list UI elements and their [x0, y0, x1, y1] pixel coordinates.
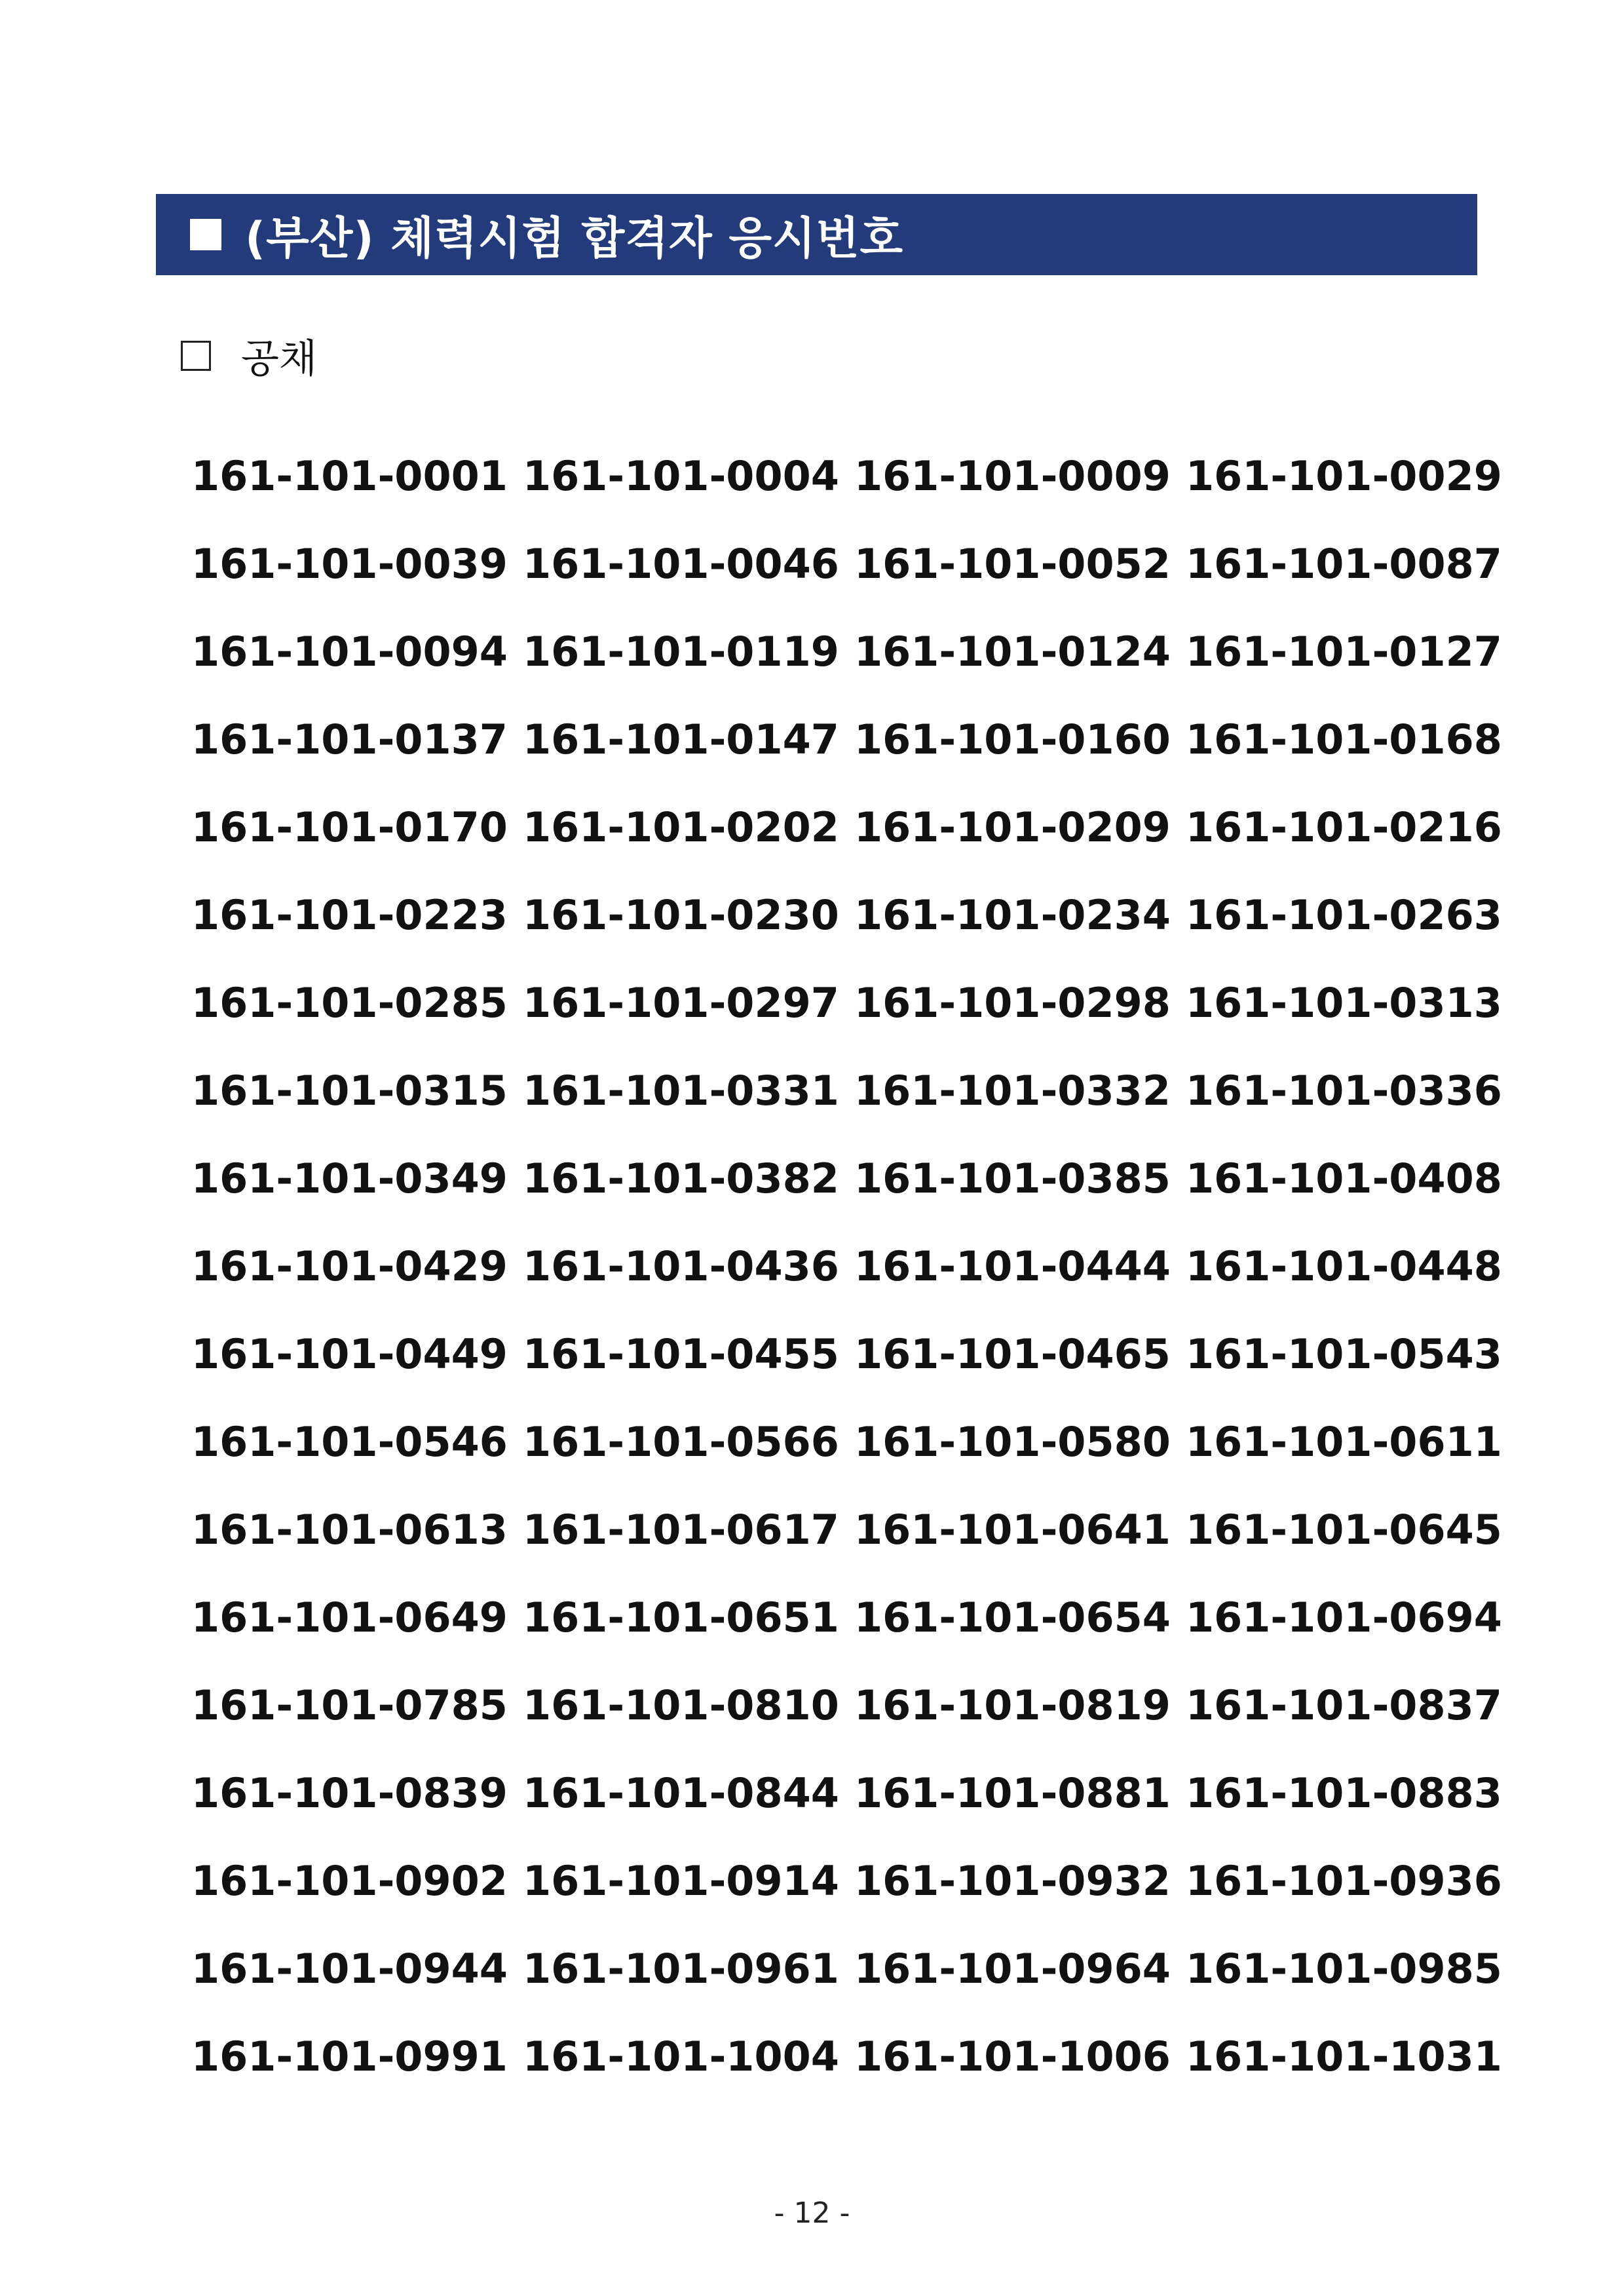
exam-number: 161-101-0819 [854, 1681, 1171, 1729]
exam-number: 161-101-0385 [854, 1155, 1171, 1202]
exam-number: 161-101-0094 [191, 628, 508, 676]
exam-number: 161-101-0039 [191, 540, 508, 588]
exam-number: 161-101-0932 [854, 1857, 1171, 1905]
exam-number: 161-101-0613 [191, 1506, 508, 1554]
exam-number: 161-101-0964 [854, 1945, 1171, 1993]
exam-number: 161-101-0009 [854, 452, 1171, 500]
exam-number: 161-101-0844 [523, 1769, 839, 1817]
exam-number: 161-101-0234 [854, 891, 1171, 939]
exam-number: 161-101-0216 [1186, 803, 1502, 851]
exam-number: 161-101-0230 [523, 891, 839, 939]
exam-number: 161-101-0580 [854, 1418, 1171, 1466]
exam-number: 161-101-0336 [1186, 1067, 1502, 1115]
section-heading [181, 326, 317, 385]
exam-number: 161-101-0170 [191, 803, 508, 851]
exam-number: 161-101-0029 [1186, 452, 1502, 500]
exam-number: 161-101-0046 [523, 540, 839, 588]
page-title: (부산) 체력시험 합격자 응시번호 [245, 212, 904, 265]
exam-number: 161-101-0641 [854, 1506, 1171, 1554]
exam-number: 161-101-0961 [523, 1945, 839, 1993]
exam-number: 161-101-0087 [1186, 540, 1502, 588]
exam-number: 161-101-0263 [1186, 891, 1502, 939]
exam-number: 161-101-0902 [191, 1857, 508, 1905]
exam-number: 161-101-0119 [523, 628, 839, 676]
exam-number: 161-101-0209 [854, 803, 1171, 851]
exam-number: 161-101-0448 [1186, 1242, 1502, 1290]
exam-number: 161-101-0449 [191, 1330, 508, 1378]
exam-number: 161-101-0883 [1186, 1769, 1502, 1817]
exam-number: 161-101-0936 [1186, 1857, 1502, 1905]
exam-number: 161-101-0617 [523, 1506, 839, 1554]
exam-number: 161-101-0651 [523, 1594, 839, 1641]
exam-number: 161-101-1031 [1186, 2033, 1502, 2080]
exam-number: 161-101-1004 [523, 2033, 839, 2080]
exam-number: 161-101-0408 [1186, 1155, 1502, 1202]
exam-number: 161-101-0137 [191, 716, 508, 763]
exam-number: 161-101-0839 [191, 1769, 508, 1817]
exam-number: 161-101-0124 [854, 628, 1171, 676]
exam-number: 161-101-0429 [191, 1242, 508, 1290]
exam-number: 161-101-0436 [523, 1242, 839, 1290]
exam-number: 161-101-0285 [191, 979, 508, 1027]
exam-number: 161-101-0546 [191, 1418, 508, 1466]
exam-number: 161-101-0349 [191, 1155, 508, 1202]
exam-number: 161-101-0382 [523, 1155, 839, 1202]
exam-number: 161-101-0004 [523, 452, 839, 500]
exam-number: 161-101-0298 [854, 979, 1171, 1027]
exam-number: 161-101-0160 [854, 716, 1171, 763]
exam-number: 161-101-0202 [523, 803, 839, 851]
page-number: - 12 - [774, 2196, 850, 2230]
exam-number: 161-101-0991 [191, 2033, 508, 2080]
exam-number: 161-101-0810 [523, 1681, 839, 1729]
exam-number: 161-101-0052 [854, 540, 1171, 588]
exam-number: 161-101-0332 [854, 1067, 1171, 1115]
exam-number: 161-101-0147 [523, 716, 839, 763]
exam-number: 161-101-0313 [1186, 979, 1502, 1027]
exam-number: 161-101-0837 [1186, 1681, 1502, 1729]
exam-number: 161-101-0645 [1186, 1506, 1502, 1554]
exam-number: 161-101-0611 [1186, 1418, 1502, 1466]
exam-number: 161-101-0566 [523, 1418, 839, 1466]
exam-number: 161-101-0315 [191, 1067, 508, 1115]
exam-number: 161-101-0694 [1186, 1594, 1502, 1641]
exam-number: 161-101-1006 [854, 2033, 1171, 2080]
title-bar [156, 194, 1477, 275]
exam-number: 161-101-0785 [191, 1681, 508, 1729]
square-bullet-icon [190, 219, 221, 250]
exam-number: 161-101-0649 [191, 1594, 508, 1641]
exam-number: 161-101-0127 [1186, 628, 1502, 676]
exam-number: 161-101-0297 [523, 979, 839, 1027]
exam-number: 161-101-0881 [854, 1769, 1171, 1817]
exam-number: 161-101-0543 [1186, 1330, 1502, 1378]
exam-number: 161-101-0455 [523, 1330, 839, 1378]
checkbox-icon [181, 341, 211, 371]
exam-number: 161-101-0444 [854, 1242, 1171, 1290]
exam-number: 161-101-0985 [1186, 1945, 1502, 1993]
exam-number: 161-101-0168 [1186, 716, 1502, 763]
exam-number: 161-101-0331 [523, 1067, 839, 1115]
exam-number: 161-101-0914 [523, 1857, 839, 1905]
exam-number: 161-101-0944 [191, 1945, 508, 1993]
section-label: 공채 [241, 336, 317, 382]
exam-number: 161-101-0465 [854, 1330, 1171, 1378]
exam-number-grid [191, 432, 1502, 2101]
exam-number: 161-101-0223 [191, 891, 508, 939]
exam-number: 161-101-0654 [854, 1594, 1171, 1641]
exam-number: 161-101-0001 [191, 452, 508, 500]
